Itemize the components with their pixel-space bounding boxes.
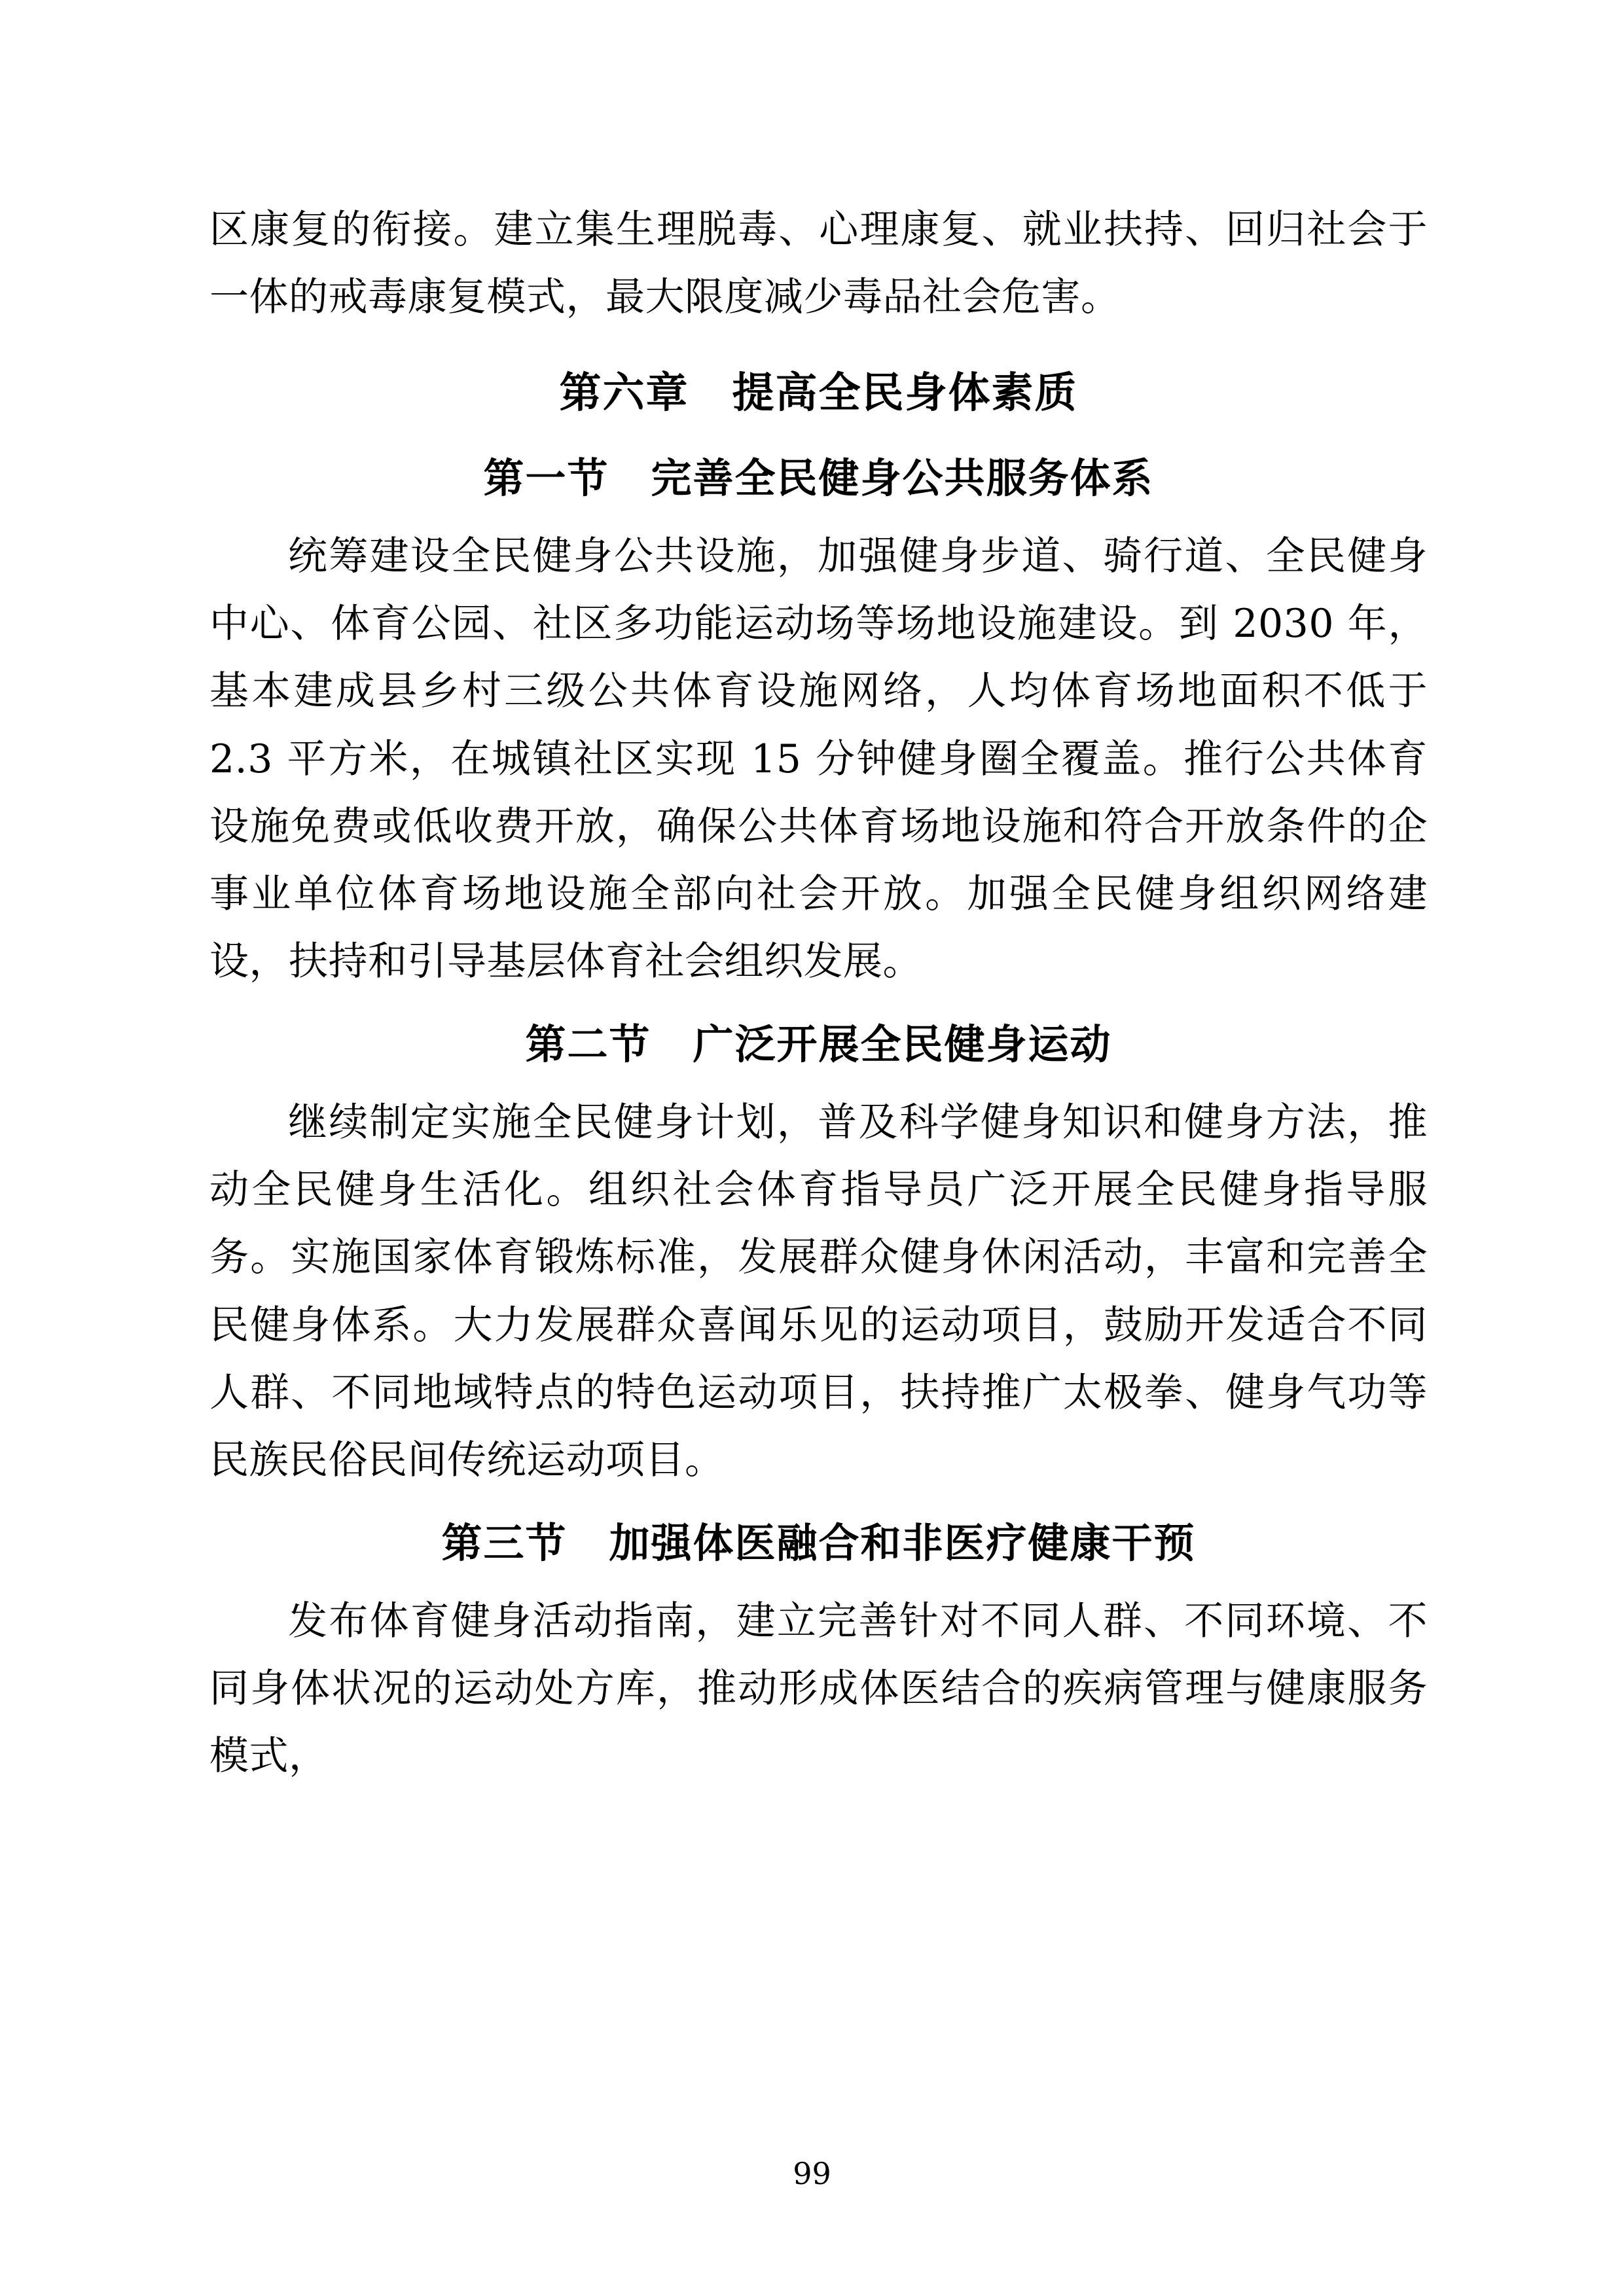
paragraph-section-1: 统筹建设全民健身公共设施，加强健身步道、骑行道、全民健身中心、体育公园、社区多功能运动场等场地设施建设。到 2030 年，基本建成县乡村三级公共体育设施网络，人均体育场地面积不低于 2.3 平方米，在城镇社区实现 15 分钟健身圈全覆盖。推行公共体育设施免费或低收费开放，确保公共体育场地设施和符合开放条件的企事业单位体育场地设施全部向社会开放。加强全民健身组织网络建设，扶持和引导基层体育社会组织发展。 — [209, 533, 1428, 985]
page-number: 99 — [793, 2156, 831, 2191]
section-heading-1: 第一节 完善全民健身公共服务体系 — [483, 454, 1154, 503]
paragraph-continuation: 区康复的衔接。建立集生理脱毒、心理康复、就业扶持、回归社会于一体的戒毒康复模式，最大限度减少毒品社会危害。 — [209, 207, 1428, 321]
section-heading-2: 第二节 广泛开展全民健身运动 — [525, 1020, 1112, 1069]
chapter-heading: 第六章 提高全民身体素质 — [559, 368, 1078, 418]
paragraph-section-2: 继续制定实施全民健身计划，普及科学健身知识和健身方法，推动全民健身生活化。组织社会体育指导员广泛开展全民健身指导服务。实施国家体育锻炼标准，发展群众健身休闲活动，丰富和完善全民健身体系。大力发展群众喜闻乐见的运动项目，鼓励开发适合不同人群、不同地域特点的特色运动项目，扶持推广太极拳、健身气功等民族民俗民间传统运动项目。 — [209, 1100, 1428, 1483]
spacer — [209, 334, 1428, 340]
section-heading-3: 第三节 加强体医融合和非医疗健康干预 — [441, 1519, 1196, 1568]
paragraph-section-3: 发布体育健身活动指南，建立完善针对不同人群、不同环境、不同身体状况的运动处方库，推动形成体医结合的疾病管理与健康服务模式， — [209, 1598, 1428, 1780]
